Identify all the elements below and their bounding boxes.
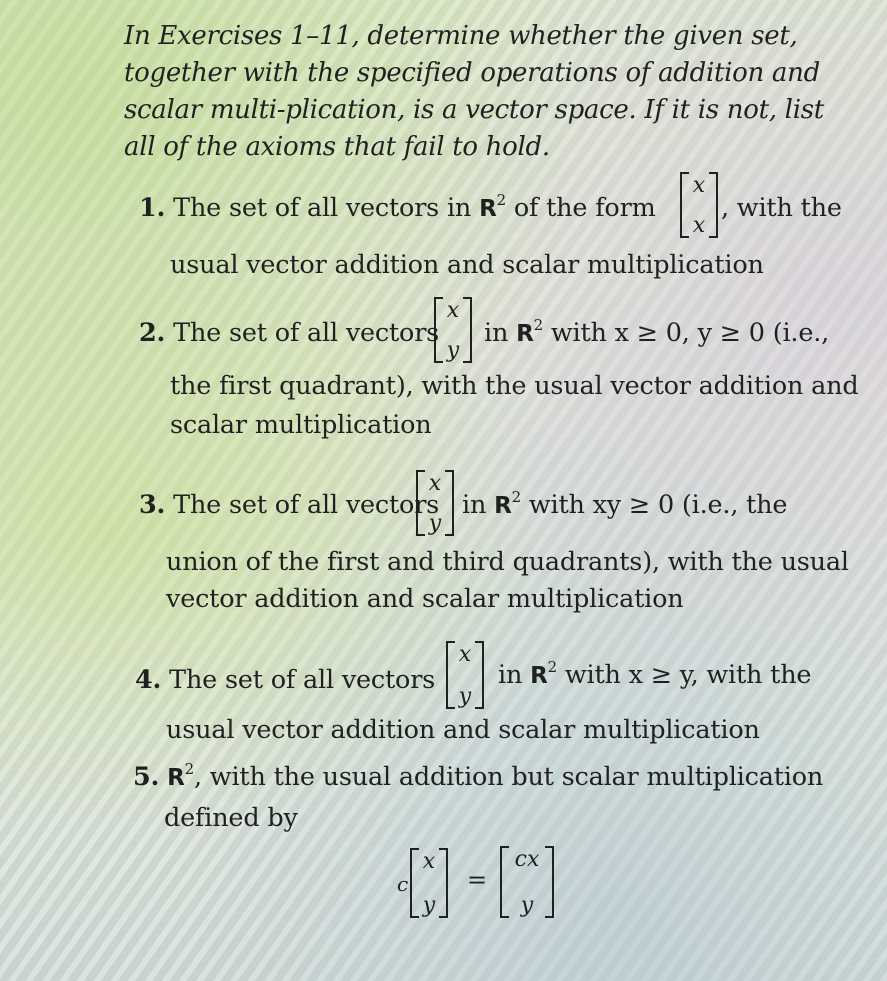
real-space-symbol: R <box>530 663 548 689</box>
exercise-5-line-1: 5. $R^2$, with the usual addition but scalar multiplication <box>133 760 824 792</box>
exercise-1-line-1-end: , with the <box>721 193 842 223</box>
exercise-2-line-3: scalar multiplication <box>170 410 432 440</box>
exercise-number: 3. <box>139 490 166 520</box>
exercise-4-line-2: usual vector addition and scalar multiplication <box>166 715 760 745</box>
vector-matrix: x y <box>416 470 454 536</box>
exercise-1-line-1: 1. The set of all vectors in $R^2$ of the form <box>139 191 656 223</box>
vector-matrix: x x <box>680 172 718 238</box>
exercise-number: 1. <box>139 193 166 223</box>
exercise-3-line-1-end: in $R^2$ with xy ≥ 0 (i.e., the <box>462 488 788 520</box>
formula-lhs-matrix: x y <box>410 848 448 918</box>
exercise-instructions: In Exercises 1–11, determine whether the given set, together with the specified operations of addition and scalar multi-plication, is a vector space. If it is not, list all of the axioms that fail to hold. <box>124 21 824 162</box>
real-space-symbol: R <box>479 196 497 222</box>
exercise-3-line-3: vector addition and scalar multiplication <box>166 584 684 614</box>
real-space-symbol: R <box>516 321 534 347</box>
exercise-1-line-2: usual vector addition and scalar multiplication <box>170 250 764 280</box>
real-space-symbol: R <box>167 765 185 791</box>
exercise-number: 5. <box>133 762 160 792</box>
formula-rhs-matrix: cx y <box>500 846 554 918</box>
vector-matrix: x y <box>434 297 472 363</box>
exercise-number: 2. <box>139 318 166 348</box>
vector-matrix: x y <box>446 641 484 709</box>
equals-sign: = <box>467 866 488 894</box>
exercise-5-line-2: defined by <box>164 803 298 833</box>
scalar-c: c <box>397 872 409 896</box>
real-space-symbol: R <box>494 493 512 519</box>
exercise-4-line-1: 4. The set of all vectors <box>135 665 436 695</box>
exercise-number: 4. <box>135 665 162 695</box>
exercise-4-line-1-end: in $R^2$ with x ≥ y, with the <box>498 658 812 690</box>
exercise-3-line-2: union of the first and third quadrants), with the usual <box>166 547 849 577</box>
exercise-3-line-1: 3. The set of all vectors <box>139 490 440 520</box>
exercise-2-line-1: 2. The set of all vectors <box>139 318 440 348</box>
exercise-2-line-2: the first quadrant), with the usual vector addition and <box>170 371 859 401</box>
exercise-2-line-1-end: in $R^2$ with x ≥ 0, y ≥ 0 (i.e., <box>484 316 830 348</box>
